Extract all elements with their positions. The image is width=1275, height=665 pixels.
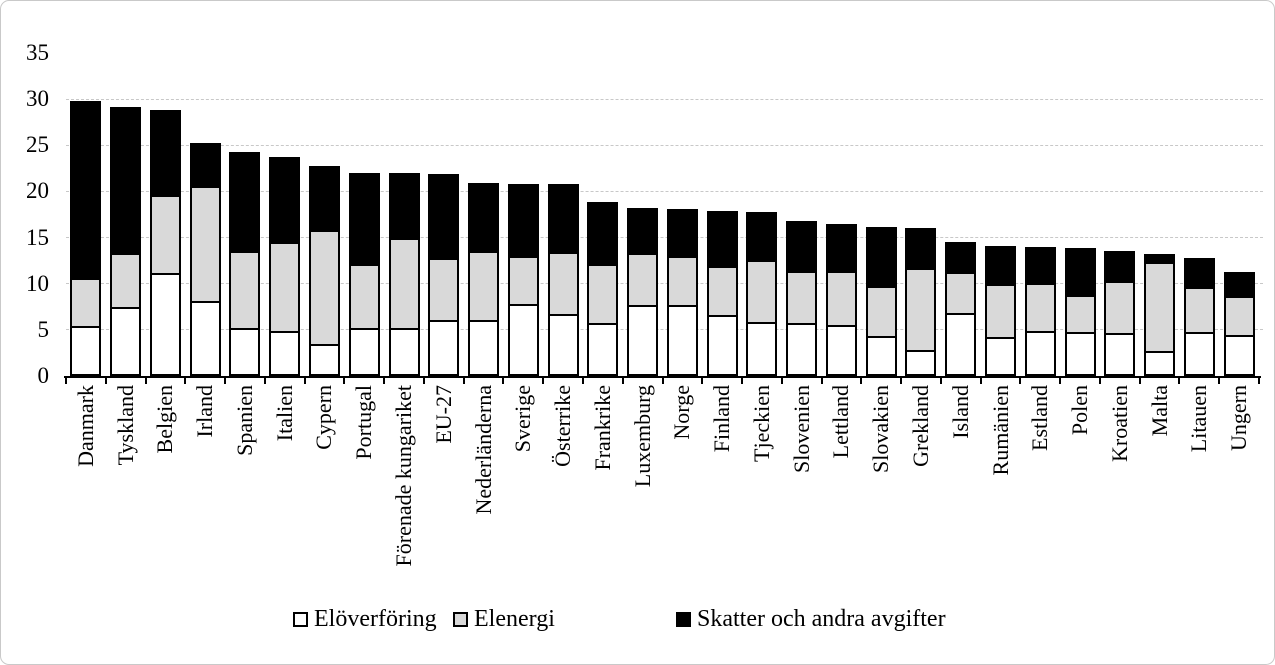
- y-axis-label-35: 35: [26, 40, 49, 65]
- bar-segment-skatter-och-andra-avgifter-polen: [1065, 248, 1096, 296]
- y-axis-label-10: 10: [26, 270, 49, 296]
- bar-segment-elenergi--sterrike: [548, 252, 579, 316]
- x-axis-tick: [1059, 376, 1061, 384]
- bar-segment-elenergi-grekland: [905, 268, 936, 352]
- x-axis-tick: [582, 376, 584, 384]
- category-label-nederl-nderna: Nederländerna: [470, 385, 496, 515]
- bar-segment-skatter-och-andra-avgifter-eu-27: [428, 174, 459, 260]
- category-label-portugal: Portugal: [351, 385, 377, 460]
- legend-label-elenergi: Elenergi: [474, 606, 555, 632]
- bar-segment-skatter-och-andra-avgifter-spanien: [229, 152, 260, 254]
- bar-segment-skatter-och-andra-avgifter-danmark: [70, 101, 101, 280]
- x-axis-tick: [781, 376, 783, 384]
- bar-segment-elenergi-litauen: [1184, 287, 1215, 333]
- category-label-finland: Finland: [709, 385, 735, 453]
- bar-segment-elenergi-malta: [1144, 262, 1175, 353]
- bar-segment-el-verf-ring-eu-27: [428, 320, 459, 376]
- bar-segment-el-verf-ring-f-renade-kungariket: [389, 328, 420, 376]
- x-axis-tick: [1178, 376, 1180, 384]
- x-axis-tick: [65, 376, 67, 384]
- category-label--sterrike: Österrike: [550, 385, 576, 467]
- legend-swatch-elenergi: [453, 612, 468, 627]
- bar-segment-el-verf-ring-danmark: [70, 326, 101, 376]
- bar-segment-el-verf-ring-cypern: [309, 344, 340, 376]
- x-axis-tick: [1019, 376, 1021, 384]
- bar-segment-skatter-och-andra-avgifter-luxemburg: [627, 208, 658, 255]
- category-label-spanien: Spanien: [231, 385, 257, 456]
- bar-segment-el-verf-ring-slovenien: [786, 323, 817, 376]
- bar-segment-el-verf-ring-polen: [1065, 332, 1096, 376]
- bar-segment-el-verf-ring-ungern: [1224, 335, 1255, 376]
- category-label-cypern: Cypern: [311, 385, 337, 450]
- category-label-malta: Malta: [1146, 385, 1172, 437]
- bar-segment-skatter-och-andra-avgifter-norge: [667, 209, 698, 258]
- bar-segment-el-verf-ring-lettland: [826, 325, 857, 376]
- bar-segment-elenergi-slovakien: [866, 286, 897, 338]
- x-axis-tick: [860, 376, 862, 384]
- bar-segment-el-verf-ring-luxemburg: [627, 305, 658, 376]
- bar-segment-el-verf-ring-belgien: [150, 273, 181, 376]
- bar-segment-elenergi-spanien: [229, 251, 260, 330]
- x-axis-tick: [980, 376, 982, 384]
- category-label-frankrike: Frankrike: [589, 385, 615, 471]
- y-axis-label-15: 15: [26, 224, 49, 250]
- category-label-eu-27: EU-27: [430, 385, 456, 444]
- bar-segment-skatter-och-andra-avgifter-irland: [190, 143, 221, 187]
- bar-segment-el-verf-ring-tyskland: [110, 307, 141, 376]
- bar-segment-elenergi-kroatien: [1104, 281, 1135, 336]
- gridline-30: [66, 99, 1263, 100]
- bar-segment-skatter-och-andra-avgifter-portugal: [349, 173, 380, 266]
- x-axis-tick: [900, 376, 902, 384]
- bar-segment-el-verf-ring-grekland: [905, 350, 936, 376]
- legend-swatch-skatter-och-andra-avgifter: [676, 612, 691, 627]
- bar-segment-el-verf-ring-nederl-nderna: [468, 320, 499, 376]
- bar-segment-skatter-och-andra-avgifter-belgien: [150, 110, 181, 197]
- category-label-grekland: Grekland: [907, 385, 933, 467]
- legend-item-skatter-och-andra-avgifter: [676, 604, 946, 634]
- bar-segment-elenergi-portugal: [349, 264, 380, 330]
- category-label-norge: Norge: [669, 385, 695, 440]
- bar-segment-el-verf-ring-norge: [667, 305, 698, 376]
- x-axis-tick: [463, 376, 465, 384]
- category-label-ungern: Ungern: [1226, 385, 1252, 451]
- bar-segment-elenergi-luxemburg: [627, 253, 658, 307]
- x-axis-tick: [1218, 376, 1220, 384]
- bar-segment-skatter-och-andra-avgifter-tjeckien: [746, 212, 777, 263]
- category-label-kroatien: Kroatien: [1106, 385, 1132, 462]
- bar-segment-skatter-och-andra-avgifter-estland: [1025, 247, 1056, 285]
- category-label-lettland: Lettland: [828, 385, 854, 459]
- legend-swatch-el-verf-ring: [293, 612, 308, 627]
- x-axis-tick: [622, 376, 624, 384]
- bar-segment-elenergi-italien: [269, 242, 300, 333]
- category-label-f-renade-kungariket: Förenade kungariket: [391, 385, 417, 567]
- bar-segment-el-verf-ring-kroatien: [1104, 333, 1135, 376]
- category-label-tyskland: Tyskland: [112, 385, 138, 466]
- bar-segment-skatter-och-andra-avgifter-tyskland: [110, 107, 141, 255]
- bar-segment-elenergi-cypern: [309, 230, 340, 346]
- bar-segment-el-verf-ring-tjeckien: [746, 322, 777, 376]
- bar-segment-skatter-och-andra-avgifter-grekland: [905, 228, 936, 270]
- bar-segment-elenergi-nederl-nderna: [468, 251, 499, 322]
- bar-segment-elenergi-finland: [707, 266, 738, 317]
- x-axis-tick: [264, 376, 266, 384]
- legend-label-skatter-och-andra-avgifter: Skatter och andra avgifter: [697, 606, 946, 632]
- x-axis-tick: [304, 376, 306, 384]
- bar-segment-elenergi-f-renade-kungariket: [389, 238, 420, 330]
- bar-segment-el-verf-ring-island: [945, 313, 976, 376]
- bar-segment-skatter-och-andra-avgifter-italien: [269, 157, 300, 244]
- y-axis-label-25: 25: [26, 132, 49, 158]
- category-label-estland: Estland: [1027, 385, 1053, 451]
- x-axis-tick: [1258, 376, 1260, 384]
- bar-segment-skatter-och-andra-avgifter-cypern: [309, 166, 340, 232]
- legend-label-el-verf-ring: Elöverföring: [314, 606, 437, 632]
- category-label-sverige: Sverige: [510, 385, 536, 453]
- x-axis-tick: [343, 376, 345, 384]
- category-label-irland: Irland: [192, 385, 218, 438]
- bar-segment-el-verf-ring-estland: [1025, 331, 1056, 376]
- x-axis-tick: [542, 376, 544, 384]
- bar-segment-skatter-och-andra-avgifter-finland: [707, 211, 738, 268]
- bar-segment-elenergi-lettland: [826, 271, 857, 327]
- x-axis-tick: [1099, 376, 1101, 384]
- bar-segment-elenergi-tyskland: [110, 253, 141, 309]
- bar-segment-elenergi-frankrike: [587, 264, 618, 325]
- bar-segment-el-verf-ring-litauen: [1184, 332, 1215, 376]
- legend-item-el-verf-ring: [293, 604, 437, 634]
- x-axis-tick: [821, 376, 823, 384]
- y-axis-label-30: 30: [26, 86, 49, 112]
- bar-segment-el-verf-ring-malta: [1144, 351, 1175, 376]
- bar-segment-el-verf-ring-frankrike: [587, 323, 618, 376]
- bar-segment-skatter-och-andra-avgifter--sterrike: [548, 184, 579, 254]
- bar-segment-elenergi-rum-nien: [985, 284, 1016, 340]
- x-axis-tick: [105, 376, 107, 384]
- category-label-luxemburg: Luxemburg: [629, 385, 655, 488]
- bar-segment-elenergi-danmark: [70, 278, 101, 328]
- legend-item-elenergi: [453, 604, 555, 634]
- y-axis-label-5: 5: [37, 316, 49, 342]
- category-label-litauen: Litauen: [1186, 385, 1212, 453]
- bar-segment-el-verf-ring-sverige: [508, 304, 539, 376]
- bar-segment-elenergi-island: [945, 272, 976, 315]
- bar-segment-el-verf-ring-italien: [269, 331, 300, 376]
- bar-segment-elenergi-tjeckien: [746, 260, 777, 324]
- bar-segment-elenergi-estland: [1025, 283, 1056, 333]
- x-axis-tick: [741, 376, 743, 384]
- bar-segment-skatter-och-andra-avgifter-f-renade-kungariket: [389, 173, 420, 241]
- y-axis-label-20: 20: [26, 178, 49, 204]
- bar-segment-el-verf-ring-irland: [190, 301, 221, 376]
- x-axis-tick: [1139, 376, 1141, 384]
- bar-segment-el-verf-ring-rum-nien: [985, 337, 1016, 376]
- bar-segment-elenergi-belgien: [150, 195, 181, 275]
- x-axis-tick: [184, 376, 186, 384]
- bar-segment-elenergi-slovenien: [786, 271, 817, 326]
- bar-segment-skatter-och-andra-avgifter-slovakien: [866, 227, 897, 288]
- bar-segment-elenergi-norge: [667, 256, 698, 307]
- category-label-island: Island: [947, 385, 973, 439]
- bar-segment-skatter-och-andra-avgifter-frankrike: [587, 202, 618, 266]
- category-label-polen: Polen: [1067, 385, 1093, 436]
- bar-segment-skatter-och-andra-avgifter-lettland: [826, 224, 857, 273]
- bar-segment-el-verf-ring-spanien: [229, 328, 260, 376]
- x-axis-tick: [662, 376, 664, 384]
- x-axis-tick: [940, 376, 942, 384]
- bar-segment-skatter-och-andra-avgifter-nederl-nderna: [468, 183, 499, 253]
- bar-segment-skatter-och-andra-avgifter-island: [945, 242, 976, 274]
- category-label-tjeckien: Tjeckien: [748, 385, 774, 462]
- bar-segment-elenergi-ungern: [1224, 296, 1255, 338]
- bar-segment-elenergi-polen: [1065, 295, 1096, 335]
- x-axis-tick: [423, 376, 425, 384]
- bar-segment-el-verf-ring-slovakien: [866, 336, 897, 376]
- bar-segment-el-verf-ring-portugal: [349, 328, 380, 376]
- bar-segment-el-verf-ring-finland: [707, 315, 738, 376]
- bar-segment-elenergi-eu-27: [428, 258, 459, 322]
- x-axis-tick: [701, 376, 703, 384]
- bar-segment-skatter-och-andra-avgifter-malta: [1144, 254, 1175, 264]
- bar-segment-skatter-och-andra-avgifter-rum-nien: [985, 246, 1016, 286]
- x-axis-tick: [383, 376, 385, 384]
- bar-segment-skatter-och-andra-avgifter-ungern: [1224, 272, 1255, 297]
- category-label-slovakien: Slovakien: [868, 385, 894, 473]
- category-label-belgien: Belgien: [152, 385, 178, 454]
- bar-segment-elenergi-irland: [190, 186, 221, 303]
- bar-segment-skatter-och-andra-avgifter-slovenien: [786, 221, 817, 273]
- bar-segment-elenergi-sverige: [508, 256, 539, 306]
- bar-segment-el-verf-ring--sterrike: [548, 314, 579, 376]
- gridline-25: [66, 145, 1263, 146]
- x-axis-tick: [145, 376, 147, 384]
- bar-segment-skatter-och-andra-avgifter-litauen: [1184, 258, 1215, 290]
- y-axis-label-0: 0: [37, 363, 49, 388]
- category-label-slovenien: Slovenien: [788, 385, 814, 473]
- category-label-rum-nien: Rumänien: [987, 385, 1013, 476]
- bar-segment-skatter-och-andra-avgifter-sverige: [508, 184, 539, 258]
- category-label-danmark: Danmark: [72, 385, 98, 467]
- category-label-italien: Italien: [271, 385, 297, 442]
- x-axis-tick: [502, 376, 504, 384]
- bar-segment-skatter-och-andra-avgifter-kroatien: [1104, 251, 1135, 283]
- x-axis-tick: [224, 376, 226, 384]
